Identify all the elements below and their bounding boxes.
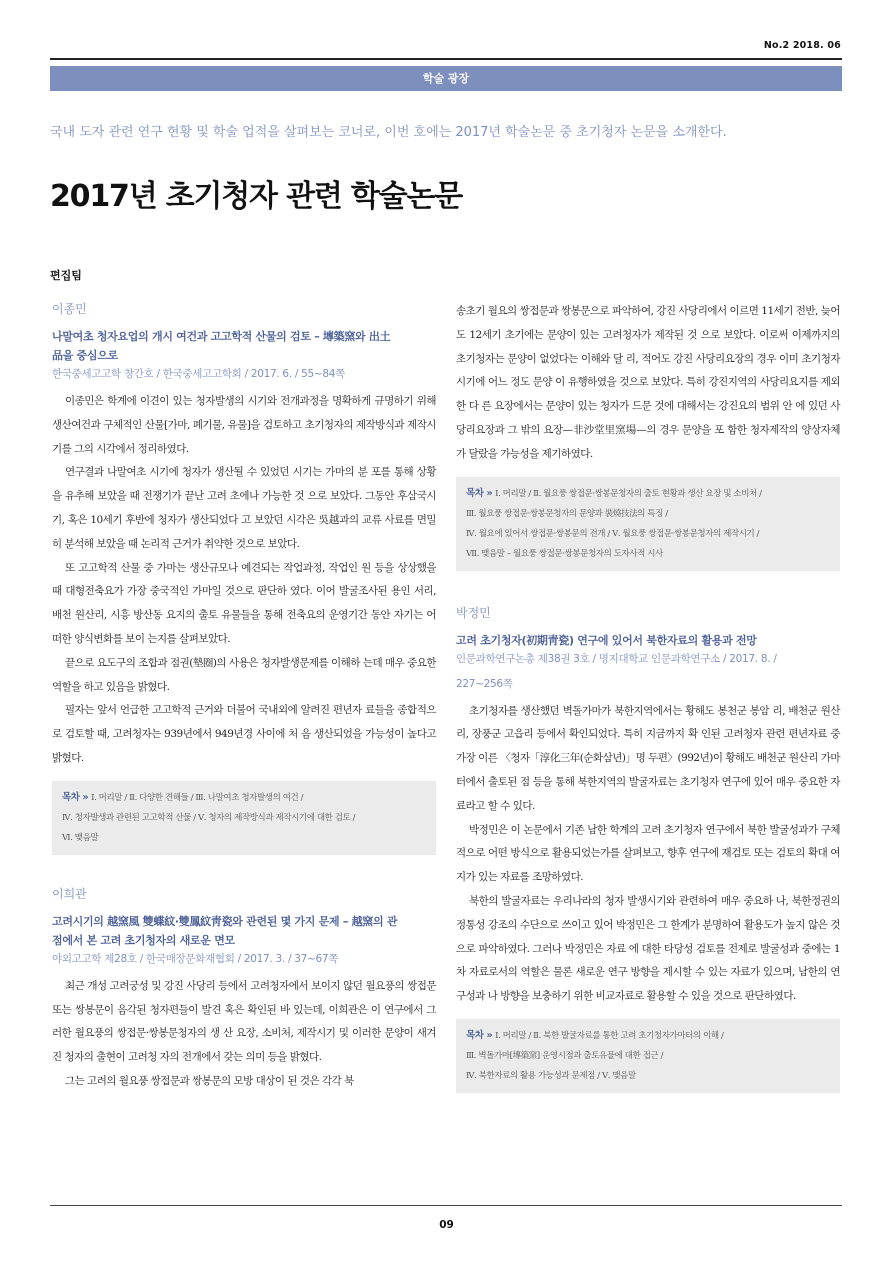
text-line: 규명하기 위해 생산여건과 구체적인 산물[가마, 폐기물, 유물]을 검토하고 bbox=[52, 395, 436, 431]
publication-line: 한국중세고고학 창간호 / 한국중세고고학회 / 2017. 6. / 55~84쪽 bbox=[52, 368, 346, 380]
toc-arrow-icon: » bbox=[483, 1029, 496, 1041]
paper-entry bbox=[52, 885, 436, 1094]
author-name: 이종민 bbox=[52, 302, 87, 316]
text-line: 11세기 전반, 늦어도 12세기 초기에는 문양이 있는 고려청자가 제작된 것 bbox=[456, 305, 841, 341]
text-line: 음 생산되었을 가능성이 높다고 밝혔다. bbox=[52, 728, 437, 764]
toc-line bbox=[466, 484, 830, 504]
text-line: 있는데, 이희관은 이 연구에서 그러한 월요풍의 쌍접문·쌍봉문청자의 생 bbox=[52, 1003, 436, 1040]
toc-text: Ⅳ. 북한자료의 활용 가능성과 문제점 / Ⅴ. 맺음말 bbox=[466, 1070, 636, 1081]
text-line: 연구결과 나말여초 시기에 청자가 생산될 수 있었던 시기는 가마의 분 bbox=[65, 466, 368, 479]
author-name: 박정민 bbox=[456, 605, 491, 620]
toc-line bbox=[466, 1066, 830, 1086]
text-line: 으로 보았다. 그동안 후삼국시기, 혹은 10세기 후반에 청자가 생산되었다 bbox=[52, 490, 436, 526]
toc-line bbox=[466, 544, 830, 564]
table-of-contents bbox=[456, 1019, 840, 1093]
toc-arrow-icon: » bbox=[79, 791, 92, 803]
text-line: 산 요장, 소비처, 제작시기 및 이러한 문양이 새겨진 청자의 출현이 고려청 bbox=[52, 1027, 436, 1064]
text-line: 료들을 종합적으로 검토할 때, 고려청자는 939년에서 949년경 사이에 처 bbox=[52, 704, 436, 741]
text-line: 발굴성과가 구체적으로 어떤 방식으로 활용되었는가를 살펴보고, 향후 bbox=[456, 823, 840, 860]
paper-title bbox=[52, 327, 436, 365]
publication-info bbox=[456, 650, 840, 694]
paragraph bbox=[456, 890, 840, 1009]
text-line: 이종민은 학계에 이견이 있는 청자발생의 시기와 전개과정을 명확하게 bbox=[65, 395, 371, 407]
text-line: 고 보았던 시각은 吳越과의 교류 사료를 면밀히 분석해 보았을 때 논리적 bbox=[52, 513, 436, 550]
issue-info: No.2 2018. 06 bbox=[763, 40, 841, 51]
text-line: 리, 배천군 원산리, 장풍군 고읍리 등에서 확인되었다. 특히 지금까지 확 bbox=[456, 704, 840, 741]
body-text bbox=[456, 300, 840, 467]
bottom-rule bbox=[50, 1205, 842, 1206]
toc-line bbox=[62, 828, 426, 848]
toc-text: Ⅵ. 맺음말 bbox=[62, 832, 99, 843]
paper-title-line: 고려 초기청자(初期靑瓷) 연구에 있어서 북한자료의 활용과 전망 bbox=[456, 633, 757, 647]
text-line: 북한의 발굴자료는 우리나라의 청자 발생시기와 관련하여 매우 중요하 bbox=[469, 894, 773, 907]
text-line: 박정민은 이 논문에서 기존 남한 학계의 고려 초기청자 연구에서 북한 bbox=[469, 823, 767, 836]
body-text bbox=[456, 700, 840, 1009]
top-rule bbox=[50, 58, 842, 60]
text-line: 리, 적어도 강진 사당리요장의 경우 이미 초기청자시기에 어느 정도 문양 bbox=[456, 352, 840, 389]
toc-label: 목차 bbox=[62, 791, 80, 803]
text-line: 원 등을 상상했을 때 대형전축요가 가장 중국적인 가마일 것으로 판단하 bbox=[52, 561, 436, 598]
publication-line: 227~256쪽 bbox=[456, 677, 513, 690]
paragraph bbox=[52, 461, 436, 556]
text-line: 포를 통해 상황을 유추해 보았을 때 전쟁기가 끝난 고려 초에나 가능한 것 bbox=[52, 466, 436, 503]
text-line: 에 대한 타당성 검토를 전제로 발굴성과 중에는 1차 자료로서의 역할은 bbox=[456, 942, 840, 979]
text-line: 에 있던 사당리요장과 그 밖의 요장—非沙堂里窯場—의 경우 문양을 포 bbox=[456, 400, 841, 436]
text-line: 연구에 재검토 또는 검토의 확대 여지가 있는 자료를 조망하였다. bbox=[456, 847, 840, 884]
text-line: 으로 보았다. 이로써 이제까지의 초기청자는 문양이 없었다는 이해와 달 bbox=[456, 328, 840, 365]
toc-text: Ⅰ. 머리말 / Ⅱ. 다양한 견해들 / Ⅲ. 나말여초 청자발생의 여건 / bbox=[91, 792, 304, 803]
table-of-contents bbox=[52, 781, 436, 855]
section-header: 학술 광장 bbox=[50, 66, 842, 91]
text-line: 수 있다. bbox=[500, 799, 535, 812]
paragraph bbox=[456, 700, 840, 819]
toc-line bbox=[62, 808, 426, 828]
paragraph bbox=[52, 390, 436, 461]
paper-title-line: 점에서 본 고려 초기청자의 새로운 면모 bbox=[52, 933, 235, 947]
paragraph bbox=[52, 1070, 436, 1094]
text-line: 최근 개성 고려궁성 및 강진 사당리 등에서 고려청자에서 보이지 않던 bbox=[65, 979, 363, 992]
text-line: 는지를 살펴보았다. bbox=[147, 632, 231, 645]
toc-text: Ⅲ. 벽돌가마[塼築窯] 운영시점과 출토유물에 대한 접근 / bbox=[466, 1050, 664, 1061]
text-line: 또 고고학적 산물 중 가마는 생산규모나 예견되는 작업과정, 작업인 bbox=[65, 561, 358, 574]
left-column bbox=[52, 300, 436, 1094]
paper-entry-continued bbox=[456, 300, 840, 571]
text-line: 는데 매우 중요한 역할을 하고 있음을 밝혔다. bbox=[52, 656, 436, 693]
text-line: 월요풍의 쌍접문 또는 쌍봉문이 음각된 청자편들이 발견 혹은 확인된 바 bbox=[52, 979, 436, 1016]
text-line: 송초기 월요의 쌍접문과 쌍봉문으로 파악하여, 강진 사당리에서 이르면 bbox=[456, 305, 759, 317]
editor-credit: 편집팀 bbox=[50, 269, 82, 282]
paper-title-line: 고려시기의 越窯風 雙蝶紋·雙鳳紋靑瓷와 관련된 몇 가지 문제 – 越窯의 관 bbox=[52, 914, 398, 928]
text-line: 물론 새로운 연구 방향을 제시할 수 있는 자료가 있으며, 남한의 연구성과 bbox=[456, 966, 840, 1003]
text-line: 끝으로 요도구의 조합과 점권(墊圈)의 사용은 청자발생문제를 이해하 bbox=[65, 656, 360, 669]
toc-label: 목차 bbox=[466, 1029, 484, 1041]
text-line: 른 요장에서는 문양이 있는 청자가 드문 것에 대해서는 강진요의 범위 안 bbox=[481, 400, 793, 413]
paragraph bbox=[52, 975, 436, 1070]
text-line: 필자는 앞서 언급한 고고학적 근거와 더불어 국내외에 알려진 편년자 bbox=[65, 704, 362, 717]
text-line: 였다. 이어 발굴조사된 용인 서리, 배천 원산리, 시흥 방산동 요지의 출토 bbox=[52, 585, 436, 622]
publication-line: 인문과학연구논총 제38권 3호 / 명지대학교 인문과학연구소 / 2017. 8. / bbox=[456, 652, 777, 665]
text-line: 함한 청자제작의 양상자체가 달랐을 가능성을 제기하였다. bbox=[456, 423, 840, 460]
body-text bbox=[52, 975, 436, 1094]
toc-line bbox=[466, 504, 830, 524]
paragraph bbox=[52, 699, 436, 770]
text-line: 그는 고려의 월요풍 쌍접문과 쌍봉문의 모방 대상이 된 것은 각각 북 bbox=[65, 1074, 354, 1087]
paper-title bbox=[456, 631, 840, 650]
text-line: 초기청자를 생산했던 벽돌가마가 북한지역에서는 황해도 봉천군 봉암 bbox=[469, 704, 770, 717]
text-line: 나 방향을 보충하기 위한 비교자료로 활용할 수 있을 것으로 판단하였다. bbox=[487, 990, 796, 1003]
text-line: 초기청자의 제작방식과 제작시기를 그의 시각에서 정리하였다. bbox=[52, 418, 436, 455]
text-line: 인된 고려청자 관련 편년자료 중 가장 이른 〈청자「淳化三年(순화삼년)」명 bbox=[456, 728, 840, 765]
page-title: 2017년 초기청자 관련 학술논문 bbox=[50, 179, 463, 214]
paper-entry bbox=[456, 604, 840, 1093]
toc-text: Ⅲ. 월요풍 쌍접문·쌍봉문청자의 문양과 裝燒技法의 특징 / bbox=[466, 508, 668, 519]
paper-title-line: 品을 중심으로 bbox=[52, 349, 118, 362]
right-column bbox=[456, 300, 840, 1093]
text-line: 두편〉(992년)이 황해도 배천군 원산리 가마터에서 출토된 점 등을 통해 bbox=[456, 752, 840, 788]
page-number: 09 bbox=[439, 1219, 454, 1231]
paragraph bbox=[456, 300, 840, 467]
toc-label: 목차 bbox=[466, 487, 484, 499]
body-text bbox=[52, 390, 436, 771]
author-name: 이희관 bbox=[52, 886, 87, 901]
toc-text: Ⅰ. 머리말 / Ⅱ. 북한 발굴자료를 통한 고려 초기청자가마터의 이해 / bbox=[495, 1030, 724, 1041]
intro-text: 국내 도자 관련 연구 현황 및 학술 업적을 살펴보는 코너로, 이번 호에는 2017년 학술논문 중 초기청자 논문을 소개한다. bbox=[50, 125, 727, 140]
table-of-contents bbox=[456, 477, 840, 571]
text-line: 북한지역의 발굴자료는 초기청자 연구에 있어 매우 중요한 자료라고 할 bbox=[456, 775, 840, 812]
toc-text: Ⅳ. 청자발생과 관련된 고고학적 산물 / Ⅴ. 청자의 제작방식과 제작시기에 대한 검토 / bbox=[62, 812, 356, 823]
toc-text: Ⅶ. 맺음말 – 월요풍 쌍접문·쌍봉문청자의 도자사적 시사 bbox=[466, 548, 663, 559]
toc-arrow-icon: » bbox=[483, 487, 496, 499]
toc-line bbox=[466, 524, 830, 544]
toc-text: Ⅰ. 머리말 / Ⅱ. 월요풍 쌍접문·쌍봉문청자의 출토 현황과 생산 요장 및 소비처 / bbox=[495, 488, 762, 499]
paper-entry bbox=[52, 300, 436, 855]
publication-info bbox=[52, 950, 436, 969]
text-line: 분명하여 활용도가 높지 않은 것으로 파악하였다. 그러나 박정민은 자료 bbox=[456, 918, 840, 955]
publication-info bbox=[52, 365, 436, 384]
toc-line bbox=[62, 788, 426, 808]
text-line: 이 유행하였을 것으로 보았다. 특히 강진지역의 사당리요지를 제외한 다 bbox=[456, 376, 840, 413]
toc-text: Ⅳ. 월요에 있어서 쌍접문·쌍봉문의 전개 / Ⅴ. 월요풍 쌍접문·쌍봉문청자의 제작시기 / bbox=[466, 528, 760, 539]
text-line: 나, 북한정권의 정통성 강조의 수단으로 쓰이고 있어 박정민은 그 한계가 bbox=[456, 894, 840, 931]
paragraph bbox=[52, 557, 436, 652]
text-line: 자의 전개에서 갖는 의미 등을 밝혔다. bbox=[159, 1051, 322, 1064]
paper-title-line: 나말여초 청자요업의 개시 여건과 고고학적 산물의 검토 – 塼築窯와 出土 bbox=[52, 330, 391, 343]
toc-line bbox=[466, 1046, 830, 1066]
paragraph bbox=[456, 819, 840, 890]
toc-line bbox=[466, 1026, 830, 1046]
paragraph bbox=[52, 652, 436, 700]
paper-title bbox=[52, 912, 436, 950]
text-line: 유물들을 통해 전축요의 운영기간 동안 자기는 어떠한 양식변화를 보이 bbox=[52, 609, 436, 645]
text-line: 근거가 취약한 것으로 보았다. bbox=[172, 537, 300, 550]
publication-line: 야외고고학 제28호 / 한국매장문화재협회 / 2017. 3. / 37~67쪽 bbox=[52, 952, 339, 965]
